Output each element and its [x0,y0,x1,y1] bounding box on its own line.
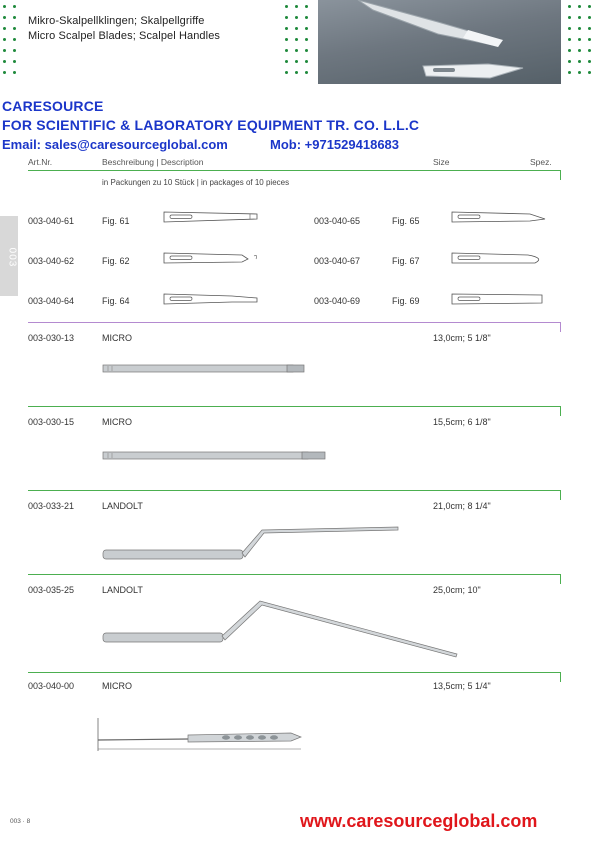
decorative-dot [568,71,571,74]
blade-art-61: 003-040-61 [28,216,75,226]
decorative-dot [568,49,571,52]
decorative-dot [305,5,308,8]
decorative-dot [568,60,571,63]
decorative-dot [295,16,298,19]
company-mobile[interactable]: Mob: +971529418683 [270,137,400,152]
section-side-tab [0,216,18,296]
blades-rule [28,322,560,323]
handle-desc-4: LANDOLT [102,585,143,595]
blade-art-67: 003-040-67 [314,256,361,266]
header-rule [28,170,560,171]
micro-handle-135-drawing [96,718,306,752]
handle-desc-1: MICRO [102,333,132,343]
blades-package-note: in Packungen zu 10 Stück | in packages of 10 pieces [102,178,290,187]
scalpel-photo [318,0,561,84]
decorative-dot [3,5,6,8]
website-link[interactable]: www.caresourceglobal.com [300,811,538,831]
blade-art-62: 003-040-62 [28,256,75,266]
handle-size-3: 21,0cm; 8 1/4" [433,501,491,511]
decorative-dot [588,27,591,30]
decorative-dot [285,71,288,74]
handle-rule-tick-4 [560,672,561,682]
header-title-german: Mikro-Skalpellklingen; Skalpellgriffe [28,15,205,27]
handle-size-2: 15,5cm; 6 1/8" [433,417,491,427]
decorative-dot [568,16,571,19]
handle-size-1: 13,0cm; 5 1/8" [433,333,491,343]
decorative-dot [588,60,591,63]
blade-art-64: 003-040-64 [28,296,75,306]
company-email[interactable]: Email: sales@caresourceglobal.com [2,137,228,152]
side-tab-label: 003 [6,247,18,268]
col-art-nr: Art.Nr. [28,157,53,167]
col-spec: Spez. [530,157,552,167]
decorative-dot [13,71,16,74]
company-name: CARESOURCE [2,98,104,114]
decorative-dot [285,27,288,30]
handle-rule-4 [28,672,560,673]
blade-67-drawing [450,250,550,266]
handle-desc-5: MICRO [102,681,132,691]
handle-size-5: 13,5cm; 5 1/4" [433,681,491,691]
decorative-dot [3,49,6,52]
handle-art-3: 003-033-21 [28,501,75,511]
decorative-dot [305,60,308,63]
decorative-dot [13,60,16,63]
decorative-dot [568,5,571,8]
decorative-dot [285,16,288,19]
decorative-dot [13,38,16,41]
handle-rule-2 [28,490,560,491]
decorative-dot [305,16,308,19]
blade-art-69: 003-040-69 [314,296,361,306]
blade-fig-64: Fig. 64 [102,296,130,306]
page-number: 003 · 8 [10,818,31,825]
decorative-dot [568,27,571,30]
company-full-name: FOR SCIENTIFIC & LABORATORY EQUIPMENT TR. CO. L.L.C [2,117,420,133]
decorative-dot [295,38,298,41]
blade-64-drawing [162,291,262,307]
decorative-dot [588,38,591,41]
decorative-dot [13,16,16,19]
micro-handle-15-drawing [102,451,328,461]
decorative-dot [13,27,16,30]
decorative-dot [295,71,298,74]
decorative-dot [3,38,6,41]
handle-rule-1 [28,406,560,407]
decorative-dot [285,38,288,41]
handle-art-2: 003-030-15 [28,417,75,427]
landolt-handle-25-drawing [102,598,462,658]
decorative-dot [13,5,16,8]
col-size: Size [433,157,450,167]
blade-61-drawing [162,209,262,225]
col-description: Beschreibung | Description [102,157,204,167]
blade-fig-65: Fig. 65 [392,216,420,226]
decorative-dot [578,16,581,19]
decorative-dot [3,16,6,19]
landolt-handle-21-drawing [102,522,402,562]
decorative-dot [568,38,571,41]
handle-art-1: 003-030-13 [28,333,75,343]
decorative-dot [295,5,298,8]
decorative-dot [13,49,16,52]
blade-62-drawing [162,250,262,266]
decorative-dot [588,71,591,74]
blade-fig-61: Fig. 61 [102,216,130,226]
decorative-dot [578,71,581,74]
decorative-dot [578,49,581,52]
blade-65-drawing [450,209,550,225]
handle-rule-tick-2 [560,490,561,500]
header-title-english: Micro Scalpel Blades; Scalpel Handles [28,30,221,42]
blade-69-drawing [450,291,550,307]
decorative-dot [578,60,581,63]
handle-art-4: 003-035-25 [28,585,75,595]
decorative-dot [588,49,591,52]
decorative-dot [3,71,6,74]
decorative-dot [588,5,591,8]
handle-desc-3: LANDOLT [102,501,143,511]
header-rule-tick [560,170,561,180]
decorative-dot [285,60,288,63]
decorative-dot [305,27,308,30]
handle-art-5: 003-040-00 [28,681,75,691]
blade-fig-62: Fig. 62 [102,256,130,266]
decorative-dot [305,71,308,74]
handle-desc-2: MICRO [102,417,132,427]
micro-handle-13-drawing [102,364,307,374]
decorative-dot [588,16,591,19]
decorative-dot [285,5,288,8]
decorative-dot [295,27,298,30]
handle-size-4: 25,0cm; 10" [433,585,481,595]
decorative-dot [285,49,288,52]
decorative-dot [3,60,6,63]
decorative-dot [578,5,581,8]
decorative-dot [295,49,298,52]
decorative-dot [3,27,6,30]
decorative-dot [305,38,308,41]
handle-rule-tick-3 [560,574,561,584]
blades-rule-tick [560,322,561,332]
decorative-dot [295,60,298,63]
blade-fig-67: Fig. 67 [392,256,420,266]
decorative-dot [578,27,581,30]
handle-rule-tick-1 [560,406,561,416]
handle-rule-3 [28,574,560,575]
decorative-dot [578,38,581,41]
blade-art-65: 003-040-65 [314,216,361,226]
blade-fig-69: Fig. 69 [392,296,420,306]
decorative-dot [305,49,308,52]
